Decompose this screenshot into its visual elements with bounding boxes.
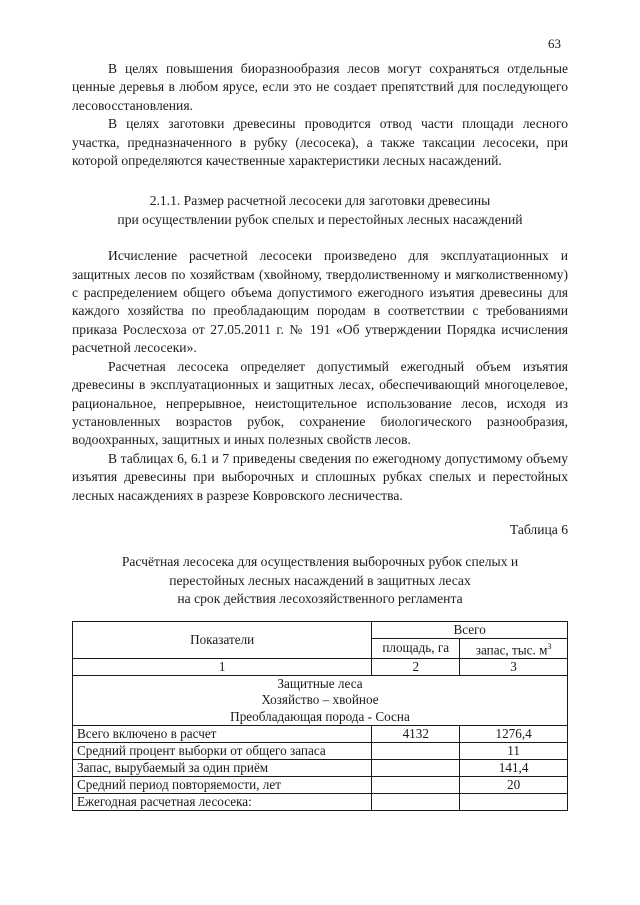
table-row bbox=[73, 726, 568, 743]
header-stock-sup: 3 bbox=[547, 641, 552, 651]
row-stock: 141,4 bbox=[460, 760, 568, 777]
row-label: Ежегодная расчетная лесосека: bbox=[73, 794, 372, 811]
header-indicators: Показатели bbox=[73, 621, 372, 658]
table-row bbox=[73, 794, 568, 811]
header-stock-label: запас, тыс. м bbox=[475, 641, 548, 657]
section-heading-line: при осуществлении рубок спелых и перестойных лесных насаждений bbox=[117, 211, 523, 227]
header-area: площадь, га bbox=[372, 638, 460, 658]
section-heading bbox=[72, 192, 568, 229]
column-number: 3 bbox=[460, 658, 568, 675]
paragraph: В целях повышения биоразнообразия лесов могут сохраняться отдельные ценные деревья в любом ярусе, если это не создает препятствий для последующего лесовосстановления. bbox=[72, 61, 568, 113]
row-stock: 20 bbox=[460, 777, 568, 794]
table-caption-line: перестойных лесных насаждений в защитных лесах bbox=[169, 572, 471, 588]
section-line: Защитные леса bbox=[277, 675, 363, 691]
row-stock bbox=[460, 794, 568, 811]
paragraph: В таблицах 6, 6.1 и 7 приведены сведения по ежегодному допустимому объему изъятия древесины при выборочных и сплошных рубках спелых и перестойных лесных насаждениях в разрезе Ковровского лесничества. bbox=[72, 450, 568, 503]
page-number: 63 bbox=[548, 36, 561, 51]
row-stock: 11 bbox=[460, 743, 568, 760]
section-line: Преобладающая порода - Сосна bbox=[230, 708, 410, 724]
section-heading-line: 2.1.1. Размер расчетной лесосеки для заготовки древесины bbox=[149, 193, 491, 209]
row-label: Средний период повторяемости, лет bbox=[73, 777, 372, 794]
row-label: Всего включено в расчет bbox=[73, 726, 372, 743]
table-caption-line: на срок действия лесохозяйственного регламента bbox=[177, 591, 463, 607]
row-area bbox=[372, 743, 460, 760]
row-area bbox=[372, 760, 460, 777]
allowable-cut-table bbox=[72, 621, 568, 812]
table-caption-line: Расчётная лесосека для осуществления выборочных рубок спелых и bbox=[121, 554, 519, 570]
row-area bbox=[372, 794, 460, 811]
section-line: Хозяйство – хвойное bbox=[261, 692, 379, 708]
table-caption bbox=[72, 553, 568, 608]
header-total: Всего bbox=[372, 621, 568, 638]
row-label: Запас, вырубаемый за один приём bbox=[73, 760, 372, 777]
column-number: 2 bbox=[372, 658, 460, 675]
column-number: 1 bbox=[73, 658, 372, 675]
header-stock bbox=[460, 638, 568, 658]
row-stock: 1276,4 bbox=[460, 726, 568, 743]
table-row bbox=[73, 743, 568, 760]
paragraph: В целях заготовки древесины проводится отвод части площади лесного участка, предназначенного в рубку (лесосека), а также таксации лесосеки, при которой определяются качественные характеристики лесных насаждений. bbox=[72, 116, 568, 169]
table-section-header bbox=[73, 675, 568, 726]
table-number: Таблица 6 bbox=[509, 521, 568, 537]
paragraph: Исчисление расчетной лесосеки произведено для эксплуатационных и защитных лесов по хозяйствам (хвойному, твердолиственному и мягколиственному) с распределением общего объема допустимого ежегодного изъятия древесины для каждого хозяйства по преобладающим породам в соответствии с требованиями приказа Рослесхоза от 27.05.2011 г. № 191 «Об утверждении Порядка исчисления расчетной лесосеки». bbox=[72, 248, 568, 356]
row-label: Средний процент выборки от общего запаса bbox=[73, 743, 372, 760]
table-row bbox=[73, 777, 568, 794]
paragraph: Расчетная лесосека определяет допустимый ежегодный объем изъятия древесины в эксплуатационных и защитных лесах, обеспечивающий многоцелевое, рациональное, непрерывное, неистощительное использование лесов, исходя из установленных возрастов рубок, сохранение биологического разнообразия, водоохранных, защитных и иных полезных свойств лесов. bbox=[72, 358, 568, 448]
document-body bbox=[72, 60, 568, 811]
row-area: 4132 bbox=[372, 726, 460, 743]
row-area bbox=[372, 777, 460, 794]
table-row bbox=[73, 760, 568, 777]
